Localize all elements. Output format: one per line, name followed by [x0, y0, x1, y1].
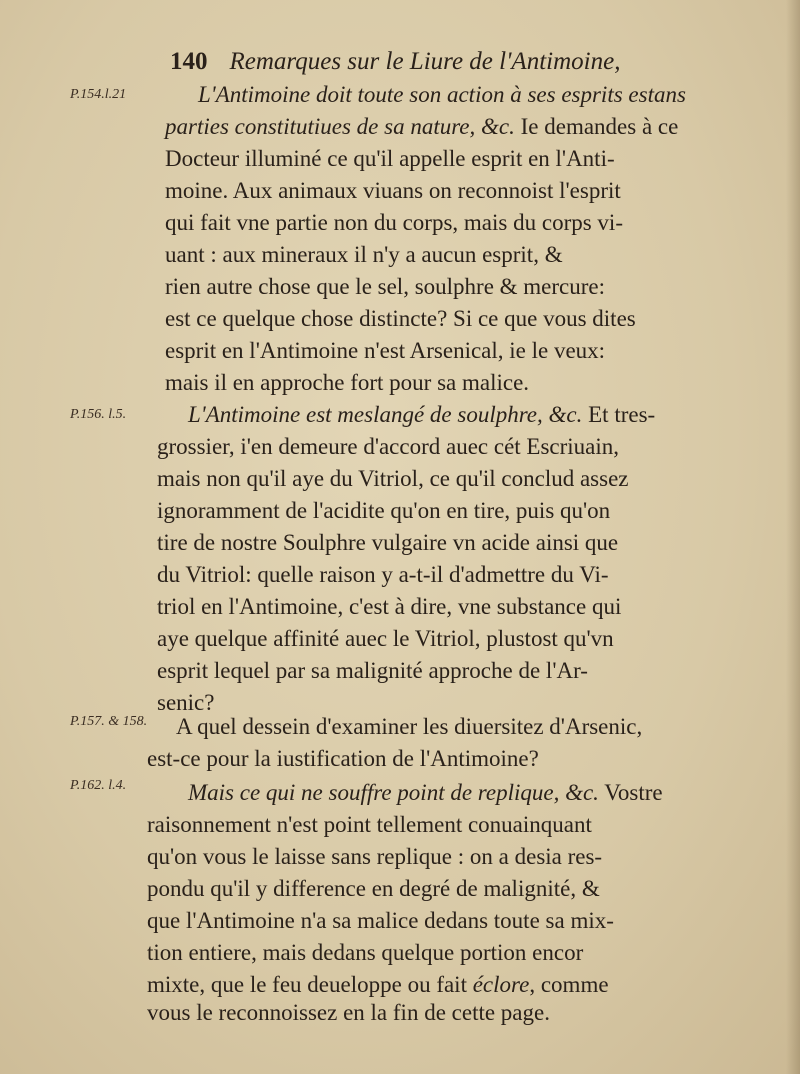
text-line: [157, 656, 588, 686]
text-line: [165, 144, 615, 174]
roman-text: raisonnement n'est point tellement conuainquant: [147, 812, 592, 837]
text-line: [147, 970, 609, 1000]
text-line: [165, 272, 605, 302]
roman-text: moine. Aux animaux viuans on reconnoist l'esprit: [165, 178, 621, 203]
roman-text: senic?: [157, 690, 215, 715]
roman-text: grossier, i'en demeure d'accord auec cét Escriuain,: [157, 434, 620, 459]
text-line: [147, 874, 600, 904]
roman-text: vous le reconnoissez en la fin de cette page.: [147, 1000, 550, 1025]
roman-text: A quel dessein d'examiner les diuersitez d'Arsenic,: [176, 714, 643, 739]
text-line: [147, 938, 583, 968]
margin-note: P.157. & 158.: [70, 714, 148, 729]
running-title: Remarques sur le Liure de l'Antimoine,: [229, 48, 621, 75]
text-line: [157, 528, 618, 558]
inline-italic-word: éclore: [472, 972, 530, 997]
margin-note: P.156. l.5.: [70, 407, 127, 422]
page-number: 140: [170, 48, 208, 75]
roman-text: tire de nostre Soulphre vulgaire vn acide ainsi que: [157, 530, 619, 555]
roman-text: pondu qu'il y difference en degré de malignité, &: [147, 876, 600, 901]
roman-text: uant : aux mineraux il n'y a aucun esprit, &: [165, 242, 563, 267]
roman-text: tion entiere, mais dedans quelque portion encor: [147, 940, 584, 965]
text-line: [198, 80, 686, 110]
roman-text: est ce quelque chose distincte? Si ce que vous dites: [165, 306, 636, 331]
roman-text: Ie demandes à ce: [514, 114, 679, 139]
text-line: [188, 400, 655, 430]
roman-text: rien autre chose que le sel, soulphre & mercure:: [165, 274, 606, 299]
running-header: [170, 48, 730, 84]
roman-text: qui fait vne partie non du corps, mais du corps vi-: [165, 210, 623, 235]
page-edge-shadow: [786, 0, 800, 1074]
roman-text: mixte, que le feu deueloppe ou fait: [147, 972, 473, 997]
roman-text: mais il en approche fort pour sa malice.: [165, 370, 530, 395]
text-line: [165, 208, 623, 238]
text-line: [157, 560, 609, 590]
text-line: [147, 810, 592, 840]
roman-text: que l'Antimoine n'a sa malice dedans toute sa mix-: [147, 908, 614, 933]
italic-quote: L'Antimoine est meslangé de soulphre, &c.: [188, 402, 583, 427]
roman-text: Et tres-: [582, 402, 656, 427]
roman-text: esprit lequel par sa malignité approche de l'Ar-: [157, 658, 588, 683]
italic-quote: Mais ce qui ne souffre point de replique, &c.: [188, 780, 599, 805]
text-line: [157, 496, 610, 526]
text-line: [147, 906, 614, 936]
text-line: [147, 842, 602, 872]
roman-text: triol en l'Antimoine, c'est à dire, vne substance qui: [157, 594, 622, 619]
roman-text: esprit en l'Antimoine n'est Arsenical, ie le veux:: [165, 338, 606, 363]
text-line: [165, 112, 678, 142]
roman-text: Vostre: [598, 780, 663, 805]
text-line: [165, 176, 621, 206]
roman-text: est-ce pour la iustification de l'Antimoine?: [147, 746, 539, 771]
margin-note: P.162. l.4.: [70, 778, 127, 793]
text-line: [176, 712, 642, 742]
roman-text: qu'on vous le laisse sans replique : on a desia res-: [147, 844, 603, 869]
text-line: [157, 432, 619, 462]
text-line: [157, 592, 621, 622]
text-line: [147, 744, 539, 774]
roman-text: mais non qu'il aye du Vitriol, ce qu'il conclud assez: [157, 466, 629, 491]
italic-quote: parties constitutiues de sa nature, &c.: [165, 114, 515, 139]
text-line: [157, 624, 614, 654]
roman-text: , comme: [529, 972, 609, 997]
roman-text: du Vitriol: quelle raison y a-t-il d'admettre du Vi-: [157, 562, 609, 587]
italic-quote: L'Antimoine doit toute son action à ses esprits estans: [198, 82, 686, 107]
text-line: [147, 998, 550, 1028]
text-line: [157, 464, 629, 494]
text-line: [165, 336, 605, 366]
roman-text: Docteur illuminé ce qu'il appelle esprit en l'Anti-: [165, 146, 615, 171]
text-line: [165, 368, 529, 398]
margin-note: P.154.l.21: [70, 87, 127, 102]
roman-text: aye quelque affinité auec le Vitriol, plustost qu'vn: [157, 626, 614, 651]
text-line: [165, 240, 563, 270]
text-line: [165, 304, 636, 334]
roman-text: ignoramment de l'acidite qu'on en tire, puis qu'on: [157, 498, 611, 523]
text-line: [188, 778, 663, 808]
